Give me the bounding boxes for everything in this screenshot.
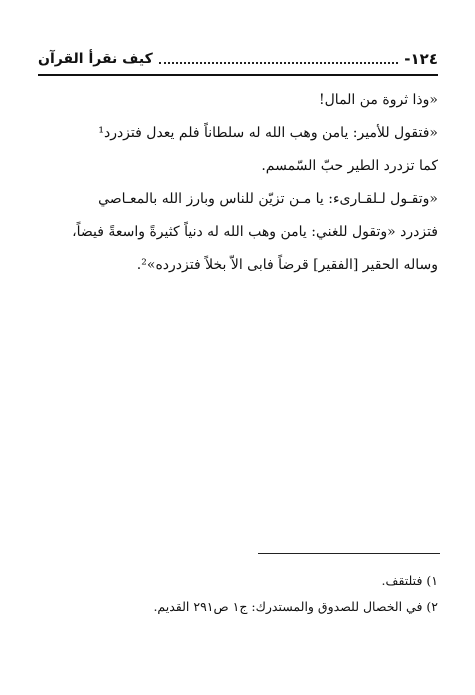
page-header: [38, 46, 438, 72]
main-text: [38, 84, 438, 282]
text-line-4: «وتقـول لـلقـارىء: يا مـن تزيّن للناس وبارز الله بالمعـاصي: [98, 191, 438, 207]
footnote-1: ١) فتلتقف.: [381, 573, 438, 588]
header-rule: [38, 74, 438, 76]
text-line-1: «وذا ثروة من المال!: [319, 92, 438, 108]
page-number: ١٢٤-: [404, 50, 438, 68]
text-line-3: كما تزدرد الطير حبّ السّمسم.: [261, 158, 438, 174]
text-line-2: «فتقول للأمير: يامن وهب الله له سلطاناً فلم يعدل فتزدرد¹: [98, 125, 438, 141]
footnote-2: ٢) في الخصال للصدوق والمستدرك: ج١ ص٢٩١ القديم.: [153, 599, 438, 614]
text-line-6: وساله الحقير [الفقير] قرضاً فابى الاّ بخلاً فتزدرده»².: [136, 257, 438, 273]
footnotes: [38, 568, 438, 620]
text-line-5: فتزدرد «وتقول للغني: يامن وهب الله له دنياً كثيرةً واسعةً فيضاً،: [72, 224, 438, 240]
header-dot-leader: [159, 62, 399, 64]
footnote-separator: [258, 553, 440, 554]
running-title: كيف نقرأ القرآن: [38, 51, 153, 67]
